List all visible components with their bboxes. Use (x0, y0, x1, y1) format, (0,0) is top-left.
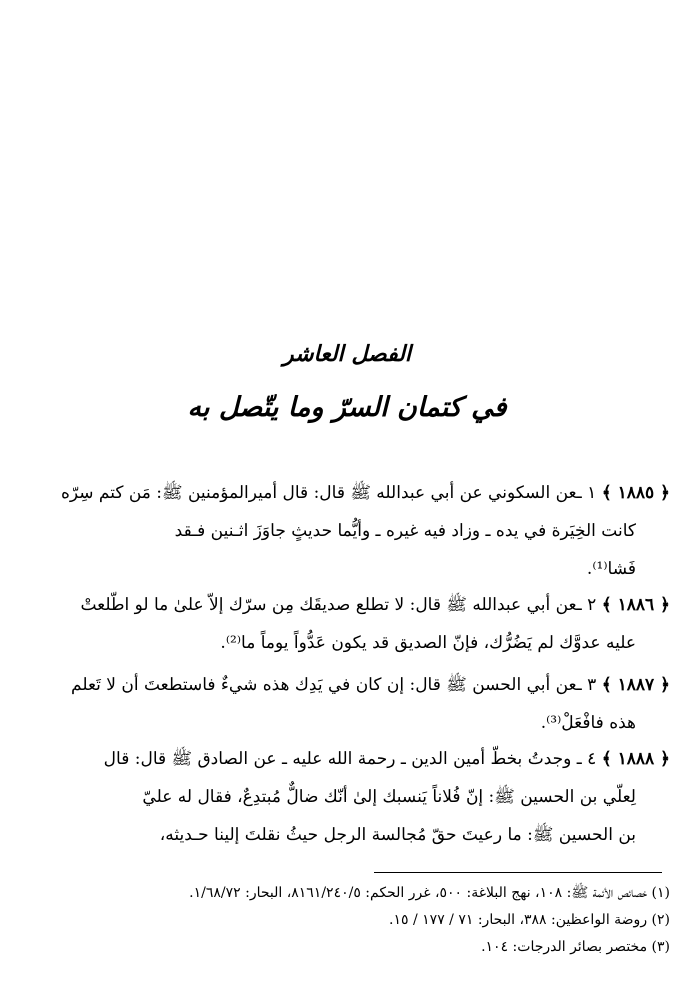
hadith-line (28, 586, 670, 624)
hadith-line: هذه فافْعَلْ⁽³⁾. (540, 713, 636, 733)
hadith-text: ٤ ـ وجدتُ بخطّ أمين الدين ـ رحمة الله عليه ـ عن الصادق ﷺ قال: قال (103, 749, 597, 769)
hadith-line: كانت الخِيَرة في يده ـ وزاد فيه غيره ـ وأيُّما حديثٍ جاوَزَ اثـنين فـقد (174, 521, 636, 541)
footnote-divider (374, 872, 662, 873)
hadith-number: ﴿ ١٨٨٨ ﴾ (601, 749, 670, 769)
hadith-line: فَشا⁽¹⁾. (586, 559, 636, 579)
chapter-title: في كتمان السرّ وما يتّصل به (187, 392, 507, 423)
hadith-line: لِعلّي بن الحسين ﷺ: إنّ فُلاناً يَنسبك إلىٰ أنّك ضالٌّ مُبتدِعٌ، فقال له عليّ (142, 787, 636, 807)
hadith-entry (28, 474, 670, 588)
footnote: (٢) روضة الواعظين: ٣٨٨، البحار: ٧١ / ١٧٧ / ١٥. (389, 912, 670, 928)
hadith-entry (28, 666, 670, 742)
hadith-text: ١ ـعن السكوني عن أبي عبدالله ﷺ قال: قال أميرالمؤمنين ﷺ: مَن كتم سِرّه (60, 483, 597, 503)
footnote: (١) خصائص الأئمة ﷺ: ١٠٨، نهج البلاغة: ٥٠٠، غرر الحكم: ٨١٦١/٢٤٠/٥، البحار: ١/٦٨/٧٢. (189, 885, 670, 901)
footnotes (28, 880, 670, 961)
footnote: (٣) مختصر بصائر الدرجات: ١٠٤. (481, 939, 670, 955)
hadith-line: بن الحسين ﷺ: ما رعيتَ حقّ مُجالسة الرجل حيثُ نقلتَ إلينا حـديثه، (159, 825, 636, 845)
hadith-line: عليه عدوَّك لم يَضُرُّك، فإنّ الصديق قد يكون عَدُّواً يوماً ما⁽²⁾. (220, 633, 636, 653)
hadith-entry (28, 586, 670, 662)
hadith-number: ﴿ ١٨٨٦ ﴾ (601, 595, 670, 615)
hadith-line (28, 474, 670, 512)
chapter-label: الفصل العاشر (282, 341, 412, 367)
hadith-line (28, 740, 670, 778)
hadith-number: ﴿ ١٨٨٧ ﴾ (601, 675, 670, 695)
hadith-entry (28, 740, 670, 854)
hadith-line (28, 666, 670, 704)
hadith-text: ٢ ـعن أبي عبدالله ﷺ قال: لا تطلع صديقَك مِن سرّك إلاّ علىٰ ما لو اطّلعتْ (80, 595, 597, 615)
hadith-number: ﴿ ١٨٨٥ ﴾ (601, 483, 670, 503)
hadith-text: ٣ ـعن أبي الحسن ﷺ قال: إن كان في يَدِك هذه شيءٌ فاستطعتَ أن لا تَعلم (71, 675, 597, 695)
